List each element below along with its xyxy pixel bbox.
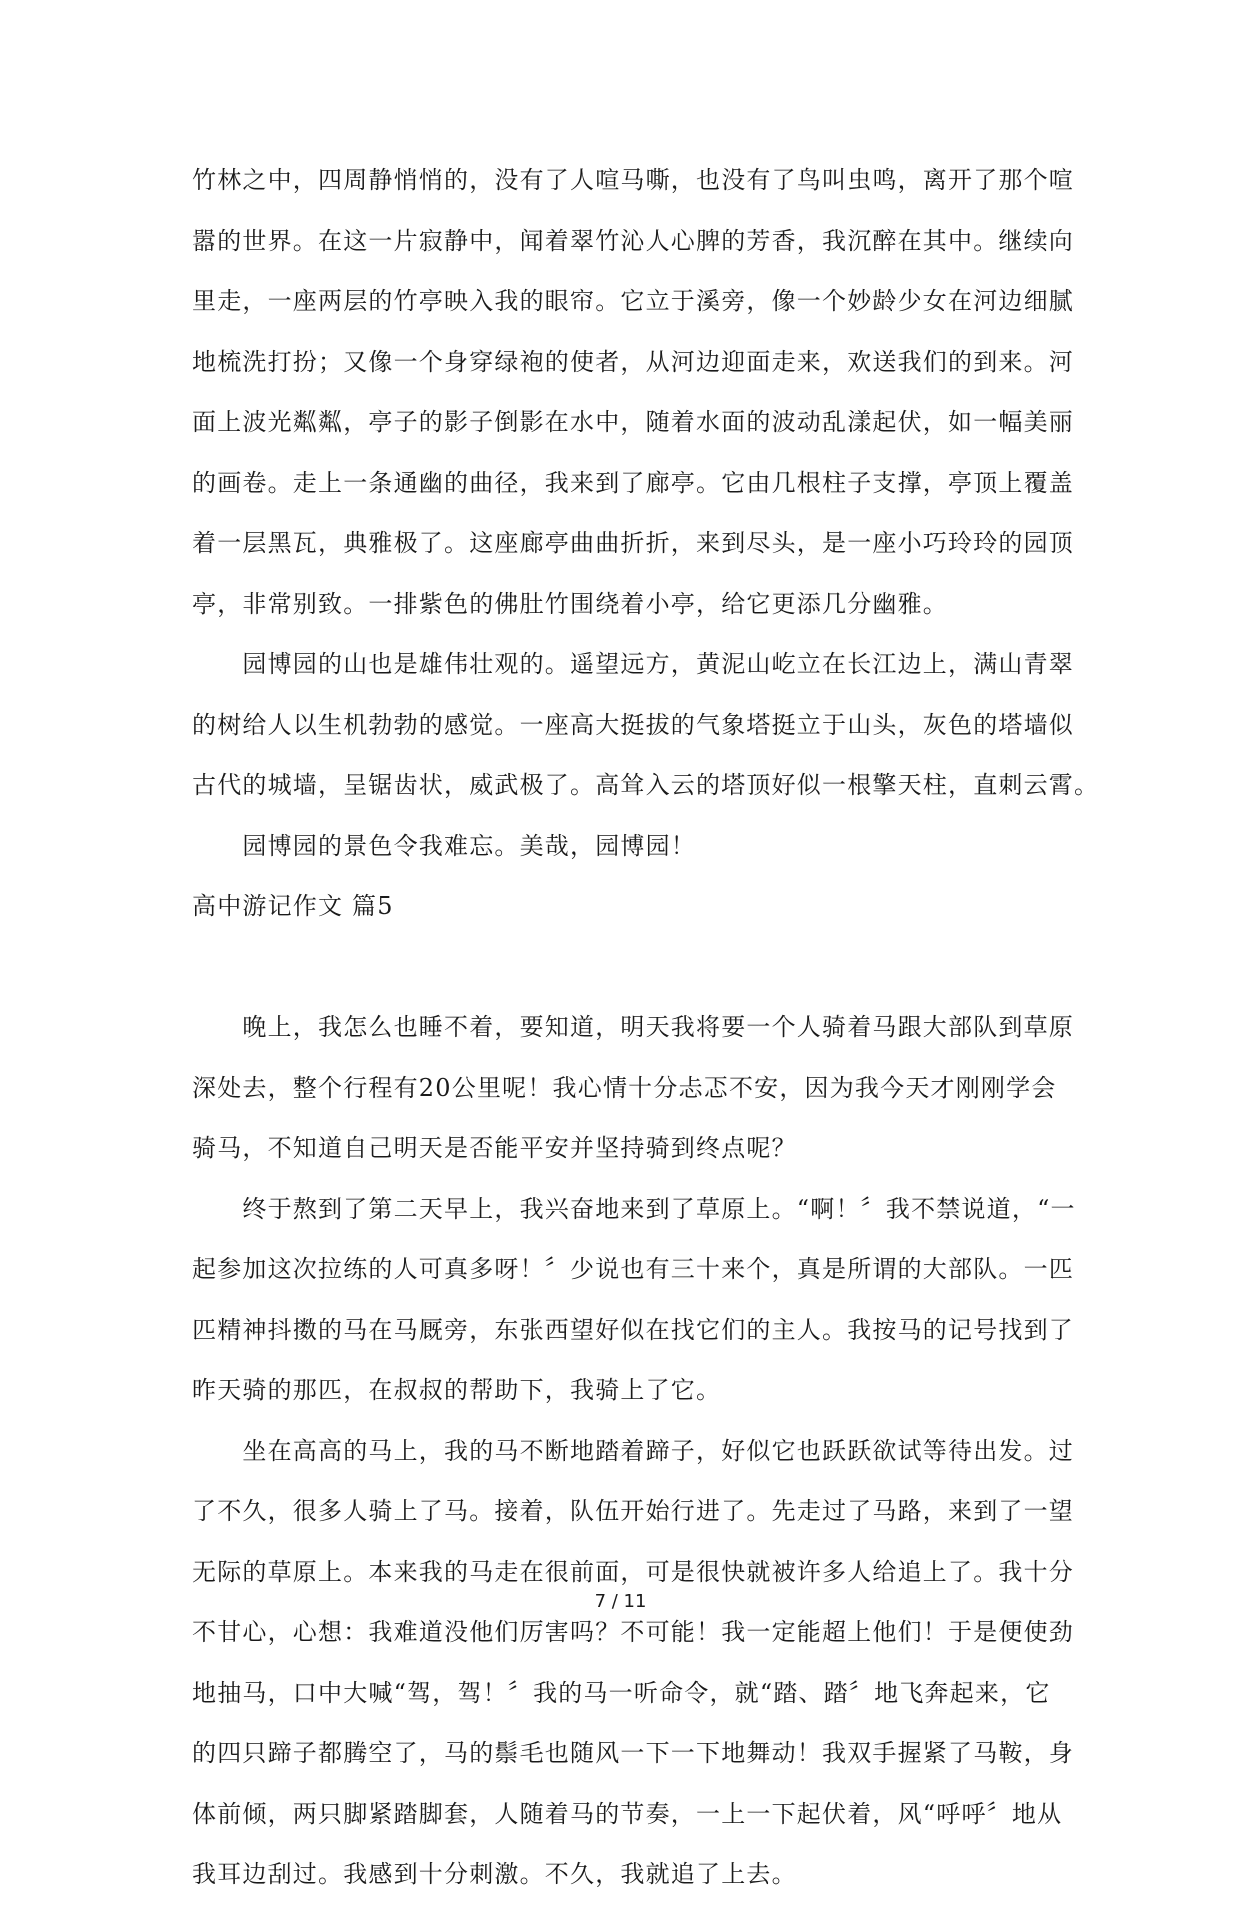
text-line: 面上波光粼粼，亭子的影子倒影在水中，随着水面的波动乱漾起伏，如一幅美丽 (192, 408, 1074, 436)
text-line: 骑马，不知道自己明天是否能平安并坚持骑到终点呢？ (192, 1134, 797, 1162)
text-line: 园博园的景色令我难忘。美哉，园博园！ (192, 831, 696, 860)
text-line: 嚣的世界。在这一片寂静中，闻着翠竹沁人心脾的芳香，我沉醉在其中。继续向 (192, 226, 1074, 255)
text-line: 匹精神抖擞的马在马厩旁，东张西望好似在找它们的主人。我按马的记号找到了 (192, 1315, 1074, 1344)
page-number: 7 / 11 (594, 1591, 647, 1612)
section-heading: 高中游记作文 篇5 (192, 892, 394, 920)
text-line: 了不久，很多人骑上了马。接着，队伍开始行进了。先走过了马路，来到了一望 (192, 1497, 1074, 1525)
document-body (192, 150, 1100, 1905)
text-line: 地梳洗打扮；又像一个身穿绿袍的使者，从河边迎面走来，欢送我们的到来。河 (192, 347, 1074, 376)
text-line: 里走，一座两层的竹亭映入我的眼帘。它立于溪旁，像一个妙龄少女在河边细腻 (192, 287, 1074, 315)
text-line: 坐在高高的马上，我的马不断地踏着蹄子，好似它也跃跃欲试等待出发。过 (192, 1436, 1074, 1465)
text-line: 的四只蹄子都腾空了，马的鬃毛也随风一下一下地舞动！我双手握紧了马鞍，身 (192, 1739, 1074, 1767)
text-line: 终于熬到了第二天早上，我兴奋地来到了草原上。“啊！〞我不禁说道，“一 (192, 1194, 1076, 1223)
text-line: 的画卷。走上一条通幽的曲径，我来到了廊亭。它由几根柱子支撑，亭顶上覆盖 (192, 468, 1074, 497)
text-line: 亭，非常别致。一排紫色的佛肚竹围绕着小亭，给它更添几分幽雅。 (192, 589, 948, 618)
text-line: 晚上，我怎么也睡不着，要知道，明天我将要一个人骑着马跟大部队到草原 (192, 1013, 1074, 1041)
text-line: 体前倾，两只脚紧踏脚套，人随着马的节奏，一上一下起伏着，风“呼呼〞地从 (192, 1799, 1063, 1828)
text-line: 不甘心，心想：我难道没他们厉害吗？不可能！我一定能超上他们！于是便使劲 (192, 1618, 1074, 1646)
text-line: 昨天骑的那匹，在叔叔的帮助下，我骑上了它。 (192, 1376, 722, 1404)
text-line: 深处去，整个行程有20公里呢！我心情十分忐忑不安，因为我今天才刚刚学会 (192, 1073, 1057, 1102)
text-line: 地抽马，口中大喊“驾，驾！〞我的马一听命令，就“踏、踏〞地飞奔起来，它 (192, 1678, 1051, 1707)
text-line: 古代的城墙，呈锯齿状，威武极了。高耸入云的塔顶好似一根擎天柱，直刺云霄。 (192, 771, 1100, 799)
text-line: 园博园的山也是雄伟壮观的。遥望远方，黄泥山屹立在长江边上，满山青翠 (192, 650, 1074, 678)
text-line: 的树给人以生机勃勃的感觉。一座高大挺拔的气象塔挺立于山头，灰色的塔墙似 (192, 710, 1074, 739)
text-line: 竹林之中，四周静悄悄的，没有了人喧马嘶，也没有了鸟叫虫鸣，离开了那个喧 (192, 166, 1074, 194)
text-line: 着一层黑瓦，典雅极了。这座廊亭曲曲折折，来到尽头，是一座小巧玲玲的园顶 (192, 529, 1074, 557)
blank-line (192, 937, 1052, 998)
text-line: 我耳边刮过。我感到十分刺激。不久，我就追了上去。 (192, 1860, 797, 1888)
text-line: 无际的草原上。本来我的马走在很前面，可是很快就被许多人给追上了。我十分 (192, 1557, 1074, 1586)
text-line: 起参加这次拉练的人可真多呀！〞少说也有三十来个，真是所谓的大部队。一匹 (192, 1255, 1074, 1283)
